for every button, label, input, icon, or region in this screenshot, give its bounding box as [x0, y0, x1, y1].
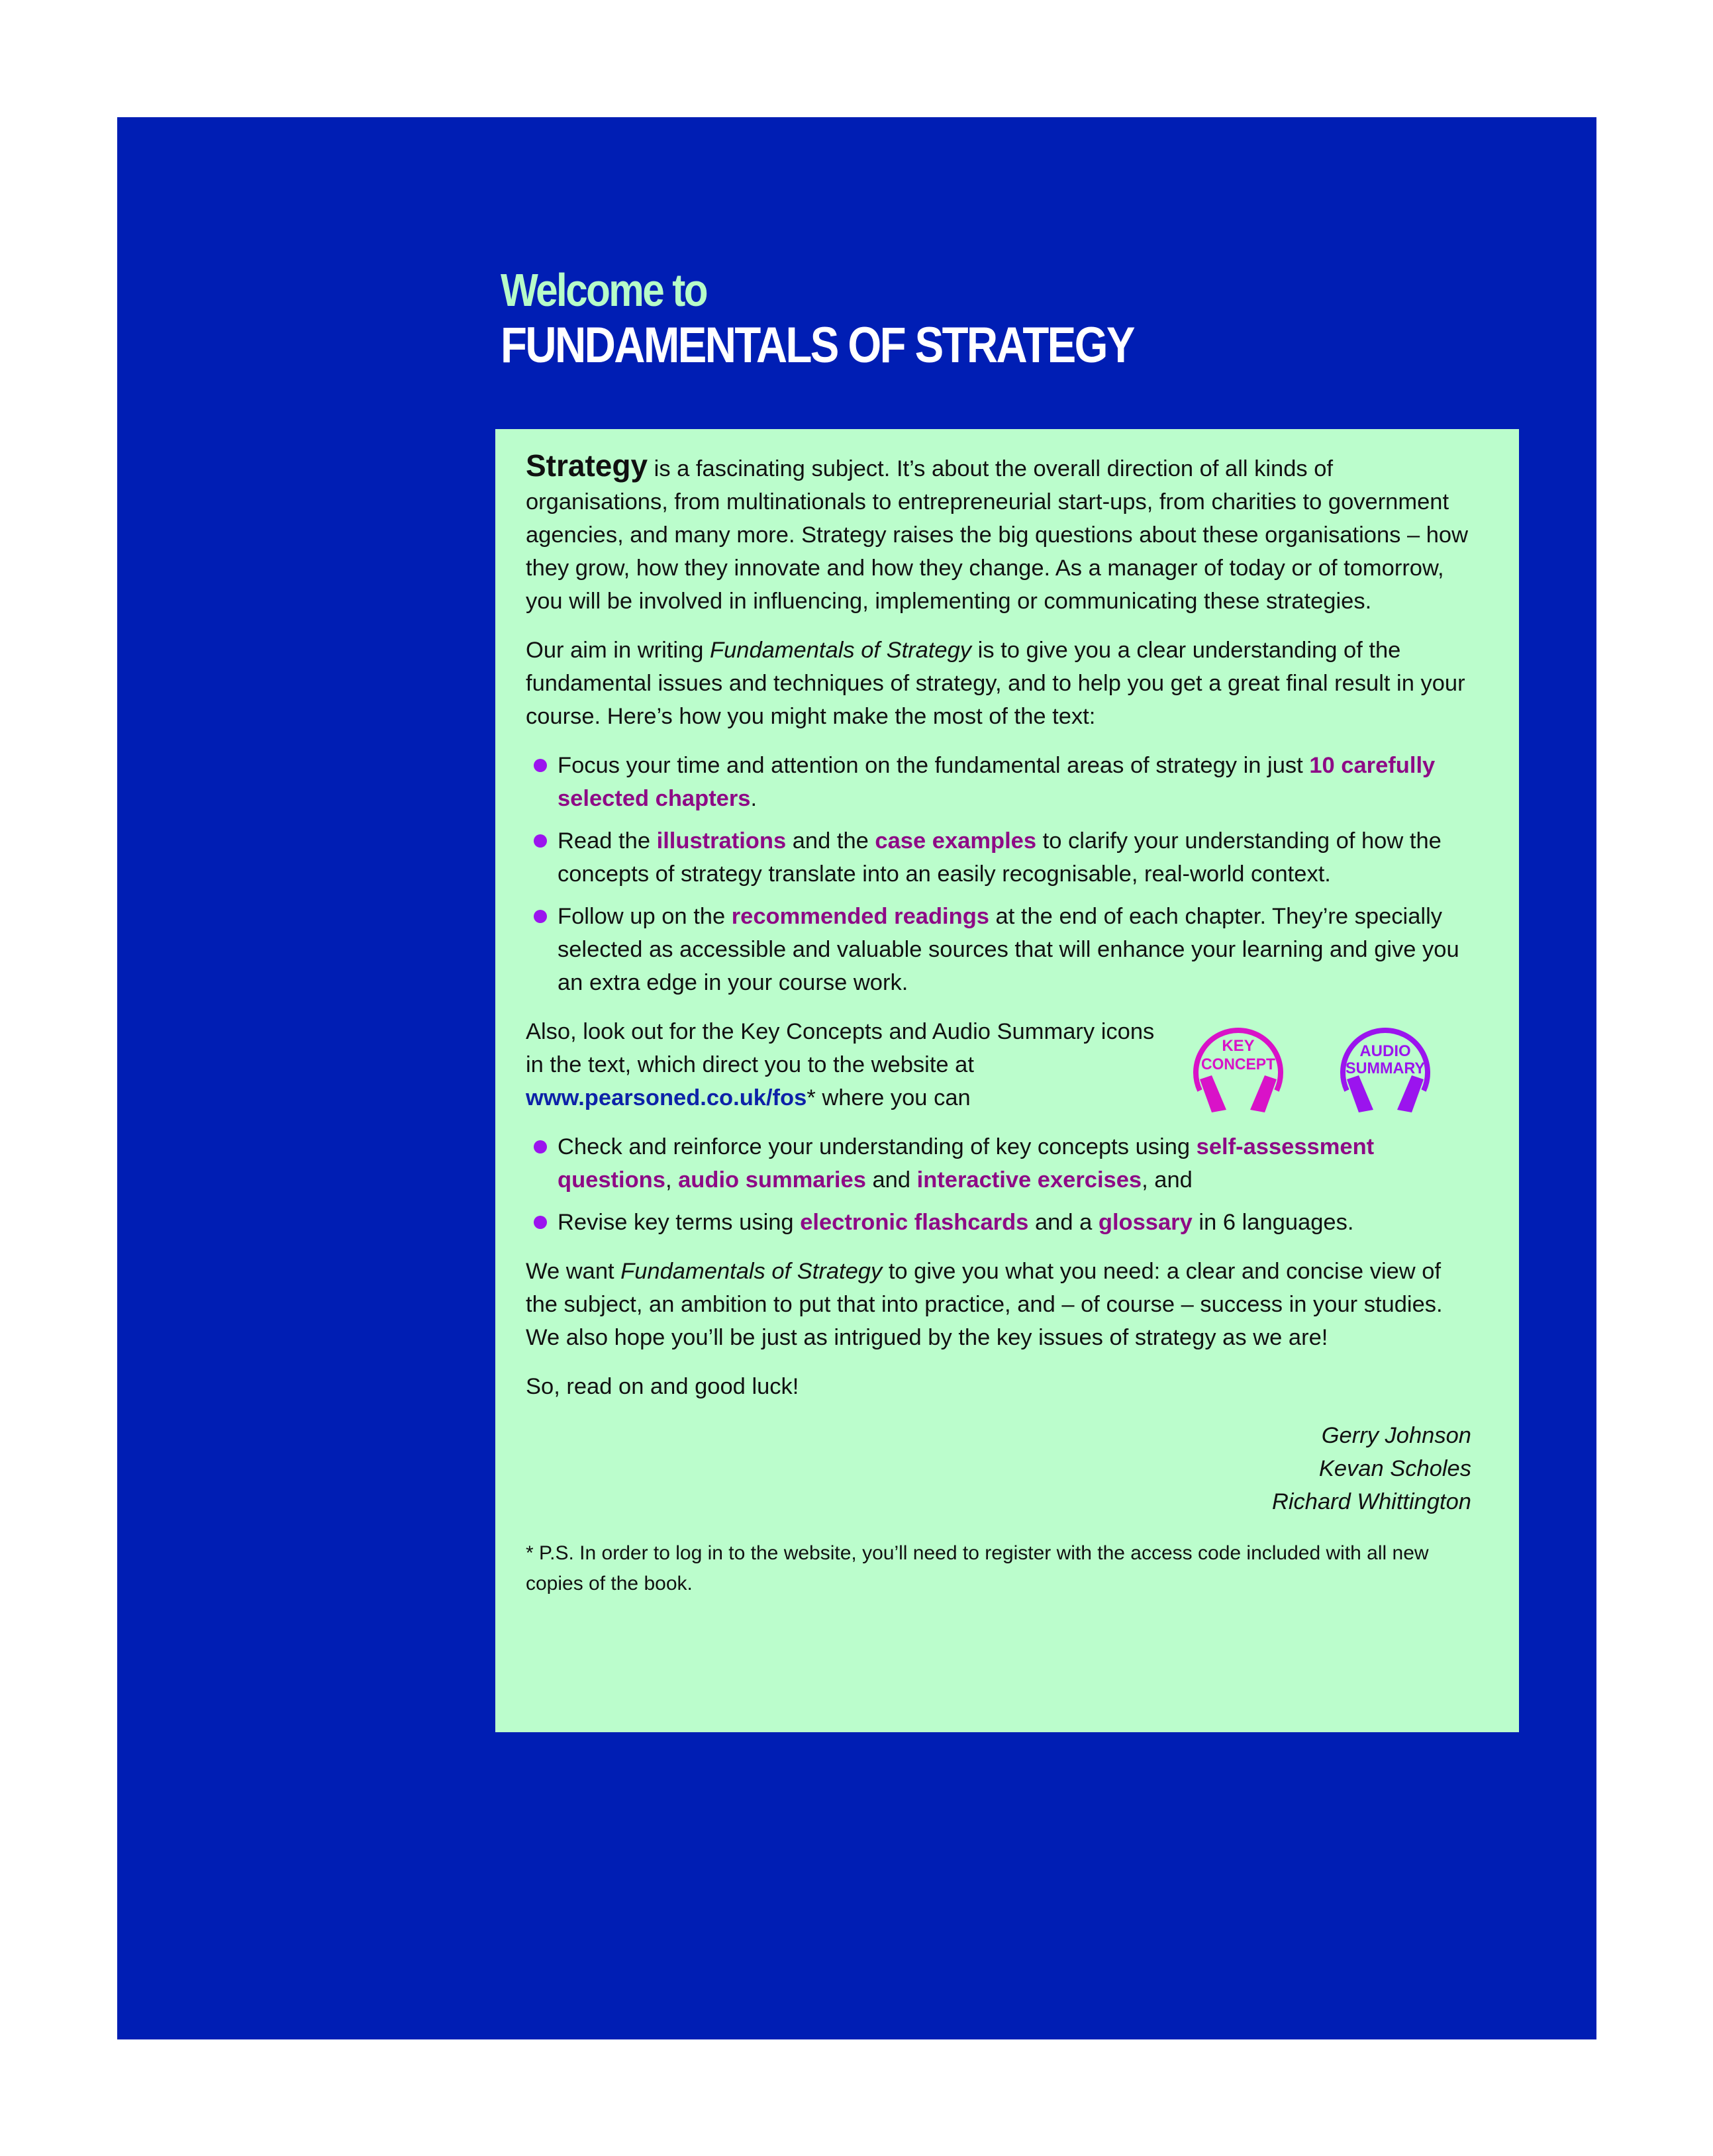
text-run: . [750, 786, 758, 811]
bullet-icon [534, 759, 547, 772]
list-item [526, 824, 1471, 891]
text-run: in writing [607, 638, 710, 663]
text-run: Check and reinforce your understanding of key concepts using [558, 1134, 1197, 1159]
highlighted-text: audio summaries [678, 1167, 866, 1193]
highlighted-text: illustrations [656, 828, 787, 854]
text-run: to give you what you need: a clear and concise view of the subject, an ambition to put that into practice, and – of course – success in your studies. We also hope you’ll be just as intrigued by the key issues of strategy as we are! [526, 1259, 1443, 1350]
text-run: Strategy [526, 448, 648, 483]
highlighted-text: electronic flashcards [800, 1210, 1029, 1235]
author-name: Richard Whittington [1271, 1489, 1471, 1514]
text-run: Our aim [526, 638, 607, 663]
key-concept-label: CONCEPT [1201, 1055, 1276, 1073]
text-run: * P.S. In order [526, 1542, 654, 1564]
text-run: in your course work. [697, 970, 908, 995]
text-run: , you’ll need to [851, 1542, 985, 1564]
text-run: Fundamentals of Strategy [710, 638, 972, 663]
list-item [526, 749, 1471, 815]
text-run: help you get a great final result [1077, 671, 1391, 696]
highlighted-text: recommended readings [731, 904, 989, 929]
text-run: Fundamentals of Strategy [620, 1259, 883, 1284]
highlighted-text: interactive exercises [916, 1167, 1142, 1193]
bullet-icon [534, 910, 547, 923]
closing-paragraph [526, 1255, 1471, 1354]
text-run: Revise key terms using [558, 1210, 801, 1235]
text-run: of how the concepts of strategy translate into an easily recognisable, real-world context. [558, 828, 1442, 887]
welcome-heading: Welcome to [501, 264, 707, 316]
text-run: clarify your understanding [1067, 828, 1330, 854]
text-run: in influencing, implementing or communicating these strategies. [722, 589, 1372, 614]
text-run: Also, look out for the Key Concepts and Audio Summary icons in the text, which direct you to the website at [526, 1019, 1155, 1077]
intro-paragraph [526, 449, 1471, 618]
audio-summary-headphones-icon [1332, 1016, 1438, 1112]
list-item [526, 1206, 1471, 1239]
text-run: of the fundamental issues and techniques of strategy, and to [526, 638, 1401, 696]
good-luck-paragraph [526, 1370, 1471, 1403]
welcome-panel [495, 429, 1519, 1732]
footnote [526, 1538, 1471, 1599]
text-run: register with the access code [985, 1542, 1242, 1564]
audio-summary-label: AUDIO [1359, 1042, 1411, 1060]
text-run: in your course. Here’s how you might make the most of the text: [526, 671, 1465, 729]
text-run: is to give you a [971, 638, 1137, 663]
aim-paragraph [526, 634, 1471, 733]
website-paragraph [526, 1015, 1161, 1114]
key-concept-label: KEY [1222, 1037, 1255, 1055]
text-run: and attention on the fundamental areas of strategy in just [720, 753, 1310, 778]
bullet-icon [534, 1216, 547, 1229]
text-run: to [1036, 828, 1068, 854]
highlighted-text: glossary [1098, 1210, 1193, 1235]
text-run: and the [786, 828, 875, 854]
text-run: and a [1028, 1210, 1099, 1235]
text-run: give you an extra edge [558, 937, 1459, 995]
text-run: Strategy raises the big questions [801, 522, 1133, 548]
text-run: you will be involved [526, 589, 723, 614]
website-section [526, 1015, 1471, 1114]
text-run: So, read on and good luck! [526, 1374, 799, 1399]
text-run: We want [526, 1259, 621, 1284]
website-link[interactable]: www.pearsoned.co.uk/fos [526, 1085, 807, 1110]
text-run: at the end of each chapter. They’re specially selected as accessible and valuable sources that will enhance your learning and [558, 904, 1442, 962]
bullet-icon [534, 834, 547, 848]
text-run: about these organisations – how they grow, how they innovate and how they change. As a manager of today or of tomorrow, [526, 522, 1469, 581]
text-run: . It’s about the overall direction of all kinds of organisations, from multinationals to entrepreneurial start-ups, from charities to government agencies, and many more. [526, 456, 1449, 548]
highlighted-text: case examples [875, 828, 1037, 854]
website-feature-list [526, 1130, 1471, 1239]
list-item [526, 900, 1471, 999]
text-run: Follow up on the [558, 904, 732, 929]
text-run: to log in to the website [653, 1542, 852, 1564]
list-item [526, 1130, 1471, 1197]
feature-list [526, 749, 1471, 999]
author-name: Kevan Scholes [1318, 1456, 1471, 1481]
bullet-icon [534, 1140, 547, 1153]
book-title: FUNDAMENTALS OF STRATEGY [501, 317, 1134, 373]
text-run: is a fascinating subject [648, 456, 884, 481]
author-name: Gerry Johnson [1321, 1423, 1471, 1448]
highlighted-text: self-assessment questions [558, 1134, 1375, 1193]
text-run: and [865, 1167, 917, 1193]
text-run: , and [1142, 1167, 1193, 1193]
text-run: in 6 languages. [1192, 1210, 1354, 1235]
text-run: Read the [558, 828, 657, 854]
audio-summary-label: SUMMARY [1346, 1059, 1425, 1077]
text-run: clear understanding [1136, 638, 1338, 663]
website-icons [1185, 1016, 1438, 1112]
authors [526, 1419, 1471, 1518]
text-run: included with all new copies of the book. [526, 1542, 1429, 1594]
text-run: * where you can [807, 1085, 971, 1110]
text-run: , [665, 1167, 679, 1193]
highlighted-text: 10 carefully selected chapters [558, 753, 1436, 811]
key-concept-headphones-icon [1185, 1016, 1291, 1112]
text-run: Focus your time [558, 753, 720, 778]
